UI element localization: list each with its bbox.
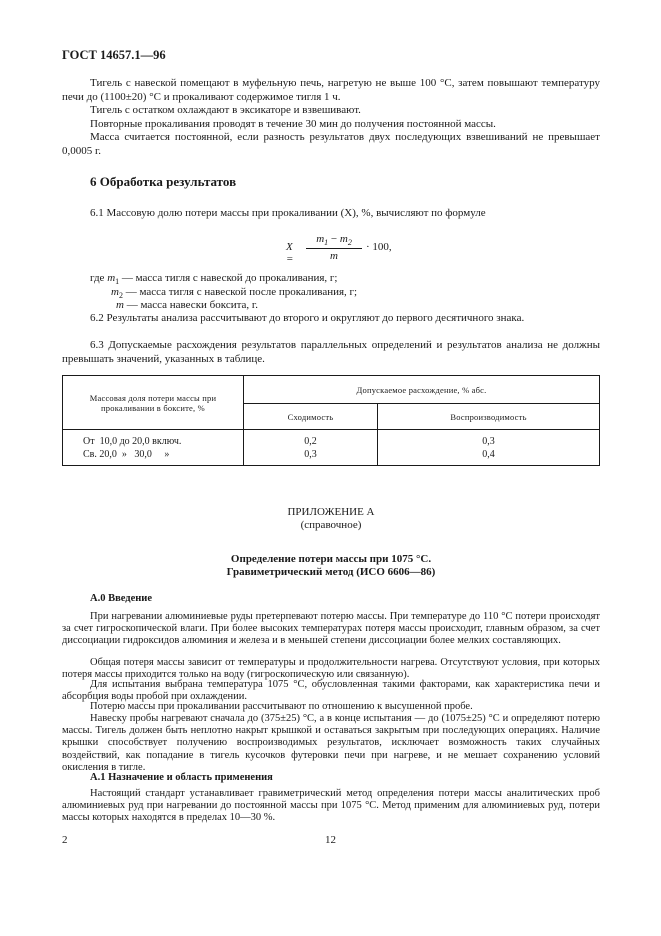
where-line-2: $m_2$ — масса тигля с навеской после прокаливания, г; [111,286,358,301]
tolerance-table [62,375,600,466]
footer-page-center: 12 [325,834,336,846]
table-header-col1: Массовая доля потери массы при прокаливании в боксите, % [63,376,244,430]
document-header: ГОСТ 14657.1—96 [62,48,166,62]
table-cell-ranges: От 10,0 до 20,0 включ. Св. 20,0 » 30,0 » [63,430,244,466]
a0-paragraph-5: Навеску пробы нагревают сначала до (375±25) °С, а в конце испытания — до (1075±25) °С и определяют потерю массы. Тигель должен быть неплотно накрыт крышкой и оставаться закрытым при последующих операциях. Наличие крышки способствует получению воспроизводимых результатов, исключает возможность таких случайных воздействий, как попадание в тигель кусочков футеровки печи при нагреве, и не мешает сохранению условий окисления в тигле. [62,713,600,773]
where-line-1: где $m_1$ — масса тигля с навеской до прокаливания, г; [90,272,338,287]
formula-tail: · 100, [366,241,392,253]
table-cell-reproducibility: 0,3 0,4 [378,430,600,466]
paragraph-6-2: 6.2 Результаты анализа рассчитывают до второго и округляют до первого десятичного знака. [90,312,525,324]
formula-lhs: X = [286,241,294,265]
a0-paragraph-1: При нагревании алюминиевые руды претерпевают потерю массы. При температуре до 110 °С потери происходят за счет гигроскопической влаги. При более высоких температурах потеря массы происходит, главным образом, за счет диссоциации гидроксидов алюминия и железа и в меньшей степени диссоциации более мелких составляющих. [62,611,600,647]
table-header-reproducibility: Воспроизводимость [378,404,600,430]
formula-numerator: $m_1 - m_2$ [306,233,362,249]
appendix-title: ПРИЛОЖЕНИЕ А [287,506,375,518]
where-line-3: m — масса навески боксита, г. [116,299,258,311]
section-6-title: 6 Обработка результатов [90,174,237,189]
table-header-convergence: Сходимость [244,404,378,430]
appendix-subtitle: (справочное) [300,519,362,531]
paragraph-6-3: 6.3 Допускаемые расхождения результатов параллельных определений и результатов анализа не должны превышать значений, указанных в таблице. [62,339,600,365]
a0-paragraph-2: Общая потеря массы зависит от температуры и продолжительности нагрева. Отсутствуют условия, при которых потеря массы приходится только на воду (гигроскопическую или связанную). [62,657,600,681]
table-row [63,430,600,466]
paragraph-6-1: 6.1 Массовую долю потери массы при прокаливании (X), %, вычисляют по формуле [90,207,486,219]
intro-paragraph-2: Тигель с остатком охлаждают в эксикаторе и взвешивают. [90,104,361,116]
a1-paragraph-1: Настоящий стандарт устанавливает гравиметрический метод определения потери массы аналитических проб алюминиевых руд при нагревании до постоянной массы при 1075 °С. Метод применим для алюминиевых руд, потери массы которых находятся в пределах 10—30 %. [62,788,600,824]
footer-page-left: 2 [62,834,68,846]
appendix-heading-1: Определение потери массы при 1075 °С. [230,553,432,565]
a0-paragraph-3: Для испытания выбрана температура 1075 °С, обусловленная такими факторами, как характеристика печи и абсорбция воды пробой при охлаждении. [62,679,600,703]
appendix-heading-2: Гравиметрический метод (ИСО 6606—86) [226,566,436,578]
intro-paragraph-1: Тигель с навеской помещают в муфельную печь, нагретую не выше 100 °С, затем повышают температуру печи до (1100±20) °С и прокаливают содержимое тигля 1 ч. [62,77,600,103]
section-a1-title: А.1 Назначение и область применения [90,772,273,783]
table-cell-convergence: 0,2 0,3 [244,430,378,466]
intro-paragraph-4: Масса считается постоянной, если разность результатов двух последующих взвешиваний не превышает 0,0005 г. [62,131,600,157]
section-a0-title: А.0 Введение [90,593,153,604]
formula-denominator: m [330,250,338,263]
table-header-group: Допускаемое расхождение, % абс. [244,376,600,404]
a0-paragraph-4: Потерю массы при прокаливании рассчитывают по отношению к высушенной пробе. [90,701,473,712]
formula-fraction [306,233,362,262]
intro-paragraph-3: Повторные прокаливания проводят в течение 30 мин до получения постоянной массы. [90,117,496,130]
